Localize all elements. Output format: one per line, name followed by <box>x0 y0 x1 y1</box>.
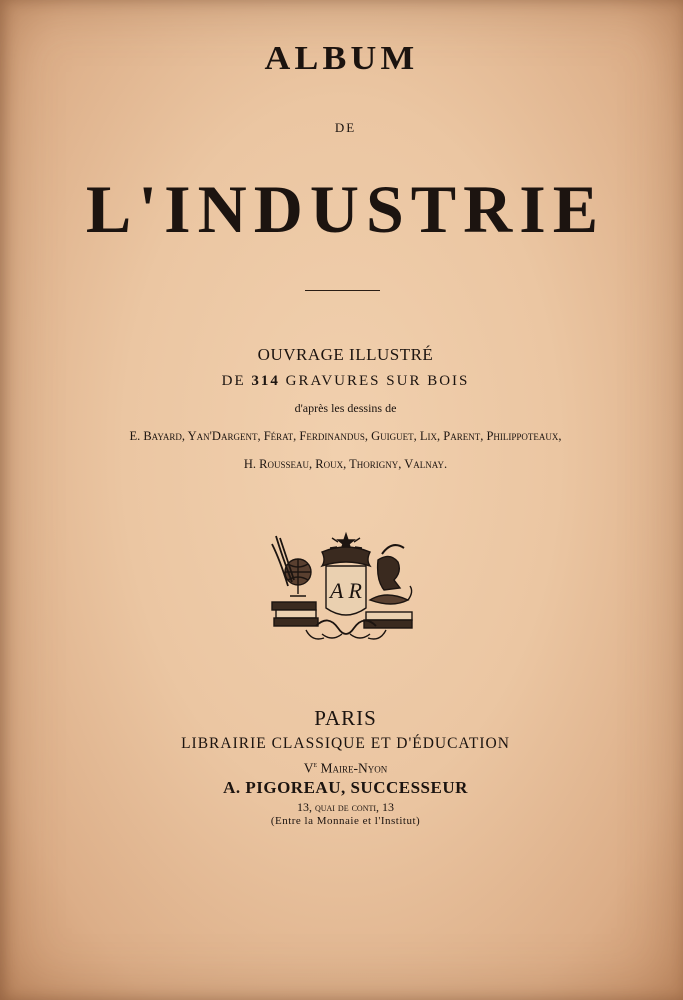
artists-line-1: E. Bayard, Yan'Dargent, Férat, Ferdinandus, Guiguet, Lix, Parent, Philippoteaux, <box>129 429 562 443</box>
title-de: DE <box>334 120 357 135</box>
engravings-suffix: GRAVURES SUR BOIS <box>285 373 470 389</box>
publisher-device-emblem-icon <box>266 530 416 645</box>
predecessor-name: Maire-Nyon <box>317 760 388 776</box>
title-album: ALBUM <box>264 40 419 77</box>
imprint-successor: A. PIGOREAU, SUCCESSEUR <box>223 778 468 797</box>
imprint-address: 13, quai de conti, 13 <box>296 800 395 814</box>
title-industrie: L'INDUSTRIE <box>85 171 606 247</box>
predecessor-superscript: e <box>313 759 318 769</box>
predecessor-prefix: V <box>303 760 314 776</box>
subtitle: OUVRAGE ILLUSTRÉ <box>257 345 434 364</box>
title-divider-rule <box>305 290 380 291</box>
drawings-intro: d'après les dessins de <box>294 401 397 415</box>
engravings-line <box>4 373 683 390</box>
engravings-count: 314 <box>251 373 280 389</box>
imprint-location-note: (Entre la Monnaie et l'Institut) <box>270 815 421 827</box>
engravings-prefix: DE <box>221 373 246 389</box>
imprint-publisher: LIBRAIRIE CLASSIQUE ET D'ÉDUCATION <box>181 735 510 752</box>
imprint-predecessor <box>4 759 683 777</box>
emblem-monogram: A R <box>330 578 362 603</box>
imprint-city: PARIS <box>314 706 377 730</box>
artists-line-2: H. Rousseau, Roux, Thorigny, Valnay. <box>243 457 448 471</box>
